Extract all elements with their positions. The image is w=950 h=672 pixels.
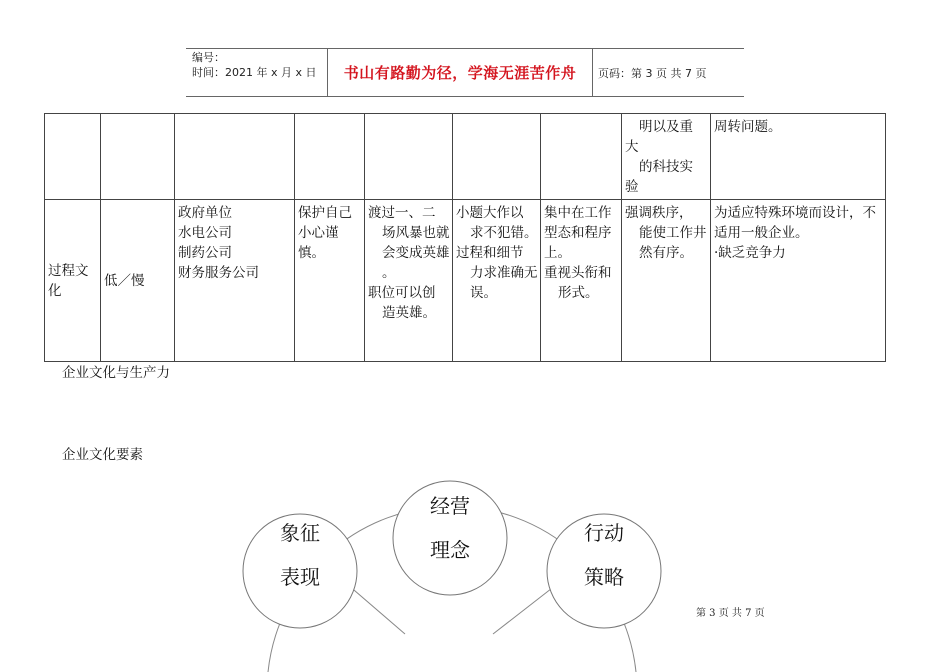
section-elements: 企业文化要素 (62, 447, 143, 463)
cell-heroes: 渡过一、二 场风暴也就 会变成英雄 。 职位可以创 造英雄。 (365, 200, 453, 362)
header-time: 时间：2021 年 x 月 x 日 (192, 66, 317, 79)
cell-culture-type: 过程文化 (45, 200, 101, 362)
bubble-strategy-label: 行动 策略 (584, 521, 624, 589)
cell-rituals: 集中在工作 型态和程序 上。 重视头衔和 形式。 (541, 200, 622, 362)
header-motto: 书山有路勤为径，学海无涯苦作舟 (343, 64, 577, 82)
section-productivity: 企业文化与生产力 (62, 365, 170, 381)
header-number-label: 编号： (192, 51, 225, 64)
bubble-philosophy-label: 经营 理念 (430, 494, 470, 562)
cell-typical-organizations: 政府单位 水电公司 制药公司 财务服务公司 (175, 200, 295, 362)
cell-weaknesses: 为适应特殊环境而设计，不 适用一般企业。 ·缺乏竞争力 (711, 200, 886, 362)
cell-tech-experiment: 明以及重 大 的科技实 验 (622, 114, 711, 200)
bubble-symbol-label: 象征 表现 (280, 521, 320, 589)
cell-strengths: 强调秩序， 能使工作井 然有序。 (622, 200, 711, 362)
header-page-number: 页码：第 3 页 共 7 页 (598, 67, 707, 80)
footer-page-number: 第 3 页 共 7 页 (696, 608, 765, 619)
cell-behavior: 小题大作以 求不犯错。 过程和细节 力求准确无 误。 (453, 200, 541, 362)
cell-survival: 保护自己小心谨慎。 (295, 200, 365, 362)
cell-risk-feedback: 低／慢 (101, 200, 175, 362)
cell-turnover-issue: 周转问题。 (711, 114, 886, 200)
